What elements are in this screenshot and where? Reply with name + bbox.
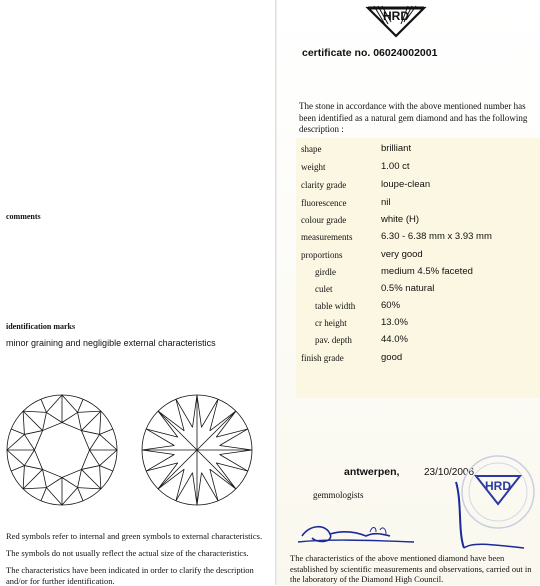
logo-text: HRD bbox=[383, 9, 409, 23]
spec-value-fluorescence: nil bbox=[381, 197, 391, 208]
certificate-intro: The stone in accordance with the above mentioned number has been identified as a natural gem diamond and has the following description : bbox=[299, 101, 528, 134]
identification-heading: identification marks bbox=[6, 322, 76, 331]
spec-label-measurements: measurements bbox=[301, 232, 353, 242]
gemmologists-label: gemmologists bbox=[313, 490, 364, 500]
stamp-text: HRD bbox=[485, 479, 511, 493]
spec-value-clarity: loupe-clean bbox=[381, 179, 431, 190]
spec-label-colour: colour grade bbox=[301, 215, 347, 225]
spec-value-table-width: 60% bbox=[381, 300, 401, 311]
spec-label-table-width: table width bbox=[315, 301, 356, 311]
spec-label-culet: culet bbox=[315, 284, 333, 294]
spec-value-cr-height: 13.0% bbox=[381, 317, 408, 328]
hrd-stamp-watermark-icon bbox=[428, 452, 540, 552]
spec-label-clarity: clarity grade bbox=[301, 180, 347, 190]
spec-label-finish: finish grade bbox=[301, 353, 344, 363]
spec-value-girdle: medium 4.5% faceted bbox=[381, 266, 473, 277]
crown-diagram-icon bbox=[5, 393, 119, 507]
comments-heading: comments bbox=[6, 212, 41, 221]
hrd-diamond-logo-icon bbox=[364, 2, 428, 38]
signature-icon bbox=[296, 512, 416, 552]
spec-label-cr-height: cr height bbox=[315, 318, 347, 328]
spec-label-fluorescence: fluorescence bbox=[301, 198, 347, 208]
spec-value-measurements: 6.30 - 6.38 mm x 3.93 mm bbox=[381, 231, 492, 242]
pavilion-diagram-icon bbox=[140, 393, 254, 507]
spec-label-girdle: girdle bbox=[315, 267, 336, 277]
spec-label-shape: shape bbox=[301, 144, 322, 154]
note-identification: The characteristics have been indicated in order to clarify the description and/or for further identification. bbox=[6, 565, 254, 586]
date-label: 23/10/2006 bbox=[424, 467, 475, 478]
spec-value-colour: white (H) bbox=[381, 214, 420, 225]
spec-value-weight: 1.00 ct bbox=[381, 161, 410, 172]
note-symbols: Red symbols refer to internal and green symbols to external characteristics. bbox=[6, 531, 263, 541]
spec-value-shape: brilliant bbox=[381, 143, 412, 154]
identification-text: minor graining and negligible external characteristics bbox=[6, 338, 216, 348]
page-fold bbox=[275, 0, 277, 585]
city-label: antwerpen, bbox=[344, 466, 400, 478]
spec-value-pav-depth: 44.0% bbox=[381, 334, 408, 345]
footer-statement: The characteristics of the above mentioned diamond have been established by scientific measurements and observations, carried out in the laboratory of the Diamond High Council. bbox=[290, 553, 532, 584]
spec-value-proportions: very good bbox=[381, 249, 423, 260]
spec-value-culet: 0.5% natural bbox=[381, 283, 435, 294]
spec-value-finish: good bbox=[381, 352, 403, 363]
note-size: The symbols do not usually reflect the actual size of the characteristics. bbox=[6, 548, 249, 558]
spec-label-pav-depth: pav. depth bbox=[315, 335, 352, 345]
spec-label-weight: weight bbox=[301, 162, 326, 172]
certificate-number: certificate no. 06024002001 bbox=[302, 47, 438, 59]
spec-label-proportions: proportions bbox=[301, 250, 343, 260]
